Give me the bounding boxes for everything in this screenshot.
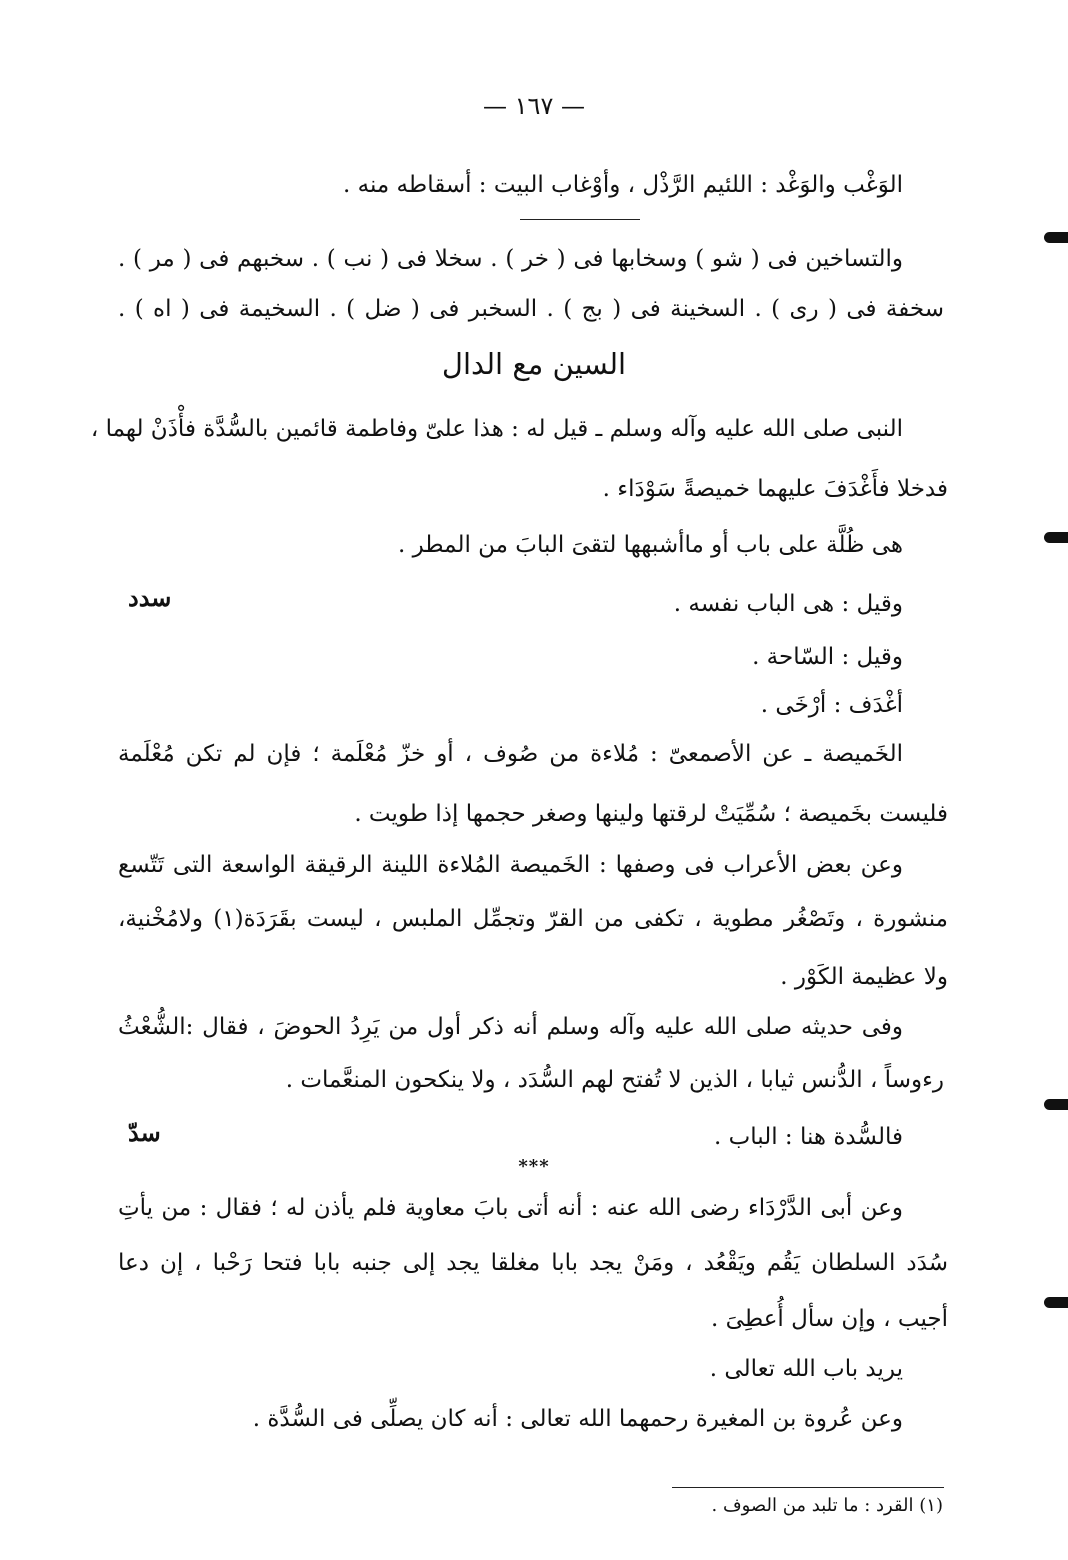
text-line: الخَميصة ـ عن الأصمعىّ : مُلاءة من صُوف ، أو خزّ مُعْلَمة ؛ فإن لم تكن مُعْلَمة [118, 741, 903, 767]
footnote-divider [672, 1487, 944, 1488]
text-line: أجيب ، وإن سأل أُعطِىَ . [711, 1306, 948, 1332]
text-line: وعن أبى الدَّرْدَاء رضى الله عنه : أنه أتى بابَ معاوية فلم يأذن له ؛ فقال : من يأتِ [118, 1195, 903, 1221]
text-line: ولا عظيمة الكَوْر . [780, 964, 948, 990]
page-edge-mark [1044, 1297, 1068, 1308]
text-line: والتساخين فى ( شو ) وسخابها فى ( خر ) . سخلا فى ( نب ) . سخبهم فى ( مر ) . [118, 246, 903, 272]
page-edge-mark [1044, 1099, 1068, 1110]
text-line: سخفة فى ( رى ) . السخينة فى ( بج ) . السخبر فى ( ضل ) . السخيمة فى ( اه ) . [118, 296, 944, 322]
text-line: الوَغْب والوَغْد : اللئيم الرَّذْل ، وأوْغاب البيت : أسقاطه منه . [343, 172, 903, 198]
text-line: النبى صلى الله عليه وآله وسلم ـ قيل له : هذا علىّ وفاطمة قائمين بالسُّدَّة فأْذَنْ لهما ، [90, 416, 903, 442]
section-heading: السين مع الدال [441, 347, 627, 381]
page-number: — ١٦٧ — [483, 92, 585, 120]
text-line: وعن عُروة بن المغيرة رحمهما الله تعالى : أنه كان يصلِّى فى السُّدَّة . [252, 1406, 903, 1432]
text-line: فليست بخَميصة ؛ سُمِّيَتْ لرقتها ولينها وصغر حجمها إذا طويت . [354, 801, 948, 827]
footnote: (١) القرد : ما تلبد من الصوف . [711, 1495, 943, 1516]
page-edge-mark [1044, 232, 1068, 243]
margin-keyword: سدّ [128, 1118, 161, 1147]
separator-stars: *** [518, 1156, 550, 1177]
section-divider [520, 219, 640, 220]
text-line: رءوساً ، الدُّنس ثيابا ، الذين لا تُفتح لهم السُّدَد ، ولا ينكحون المنعَّمات . [285, 1067, 944, 1093]
text-line: أغْدَف : أرْخَى . [760, 692, 903, 718]
text-line: منشورة ، وتَصْغُر مطوية ، تكفى من القرّ وتجمِّل الملبس ، ليست بقَرَدَة(١) ولامُخْنية، [118, 906, 948, 932]
margin-keyword: سدد [128, 583, 172, 612]
text-line: هى ظُلَّة على باب أو ماأشبهها لتقىَ البابَ من المطر . [397, 532, 903, 558]
text-line: وقيل : السّاحة . [752, 644, 903, 670]
text-line: وفى حديثه صلى الله عليه وآله وسلم أنه ذكر أول من يَرِدُ الحوضَ ، فقال :الشُّعْثُ [118, 1014, 903, 1040]
page-edge-mark [1044, 532, 1068, 543]
text-line: فدخلا فأَغْدَفَ عليهما خميصةً سَوْدَاء . [602, 476, 948, 502]
text-line: سُدَد السلطان يَقُم ويَقْعُد ، ومَنْ يجد بابا مغلقا يجد إلى جنبه بابا فتحا رَحْبا ، إن دعا [118, 1250, 948, 1276]
text-line: يريد باب الله تعالى . [709, 1356, 903, 1382]
text-line: وعن بعض الأعراب فى وصفها : الخَميصة المُلاءة اللينة الرقيقة الواسعة التى تَتّسع [118, 852, 903, 878]
text-line: فالسُّدة هنا : الباب . [713, 1124, 903, 1150]
text-line: وقيل : هى الباب نفسه . [673, 591, 903, 617]
